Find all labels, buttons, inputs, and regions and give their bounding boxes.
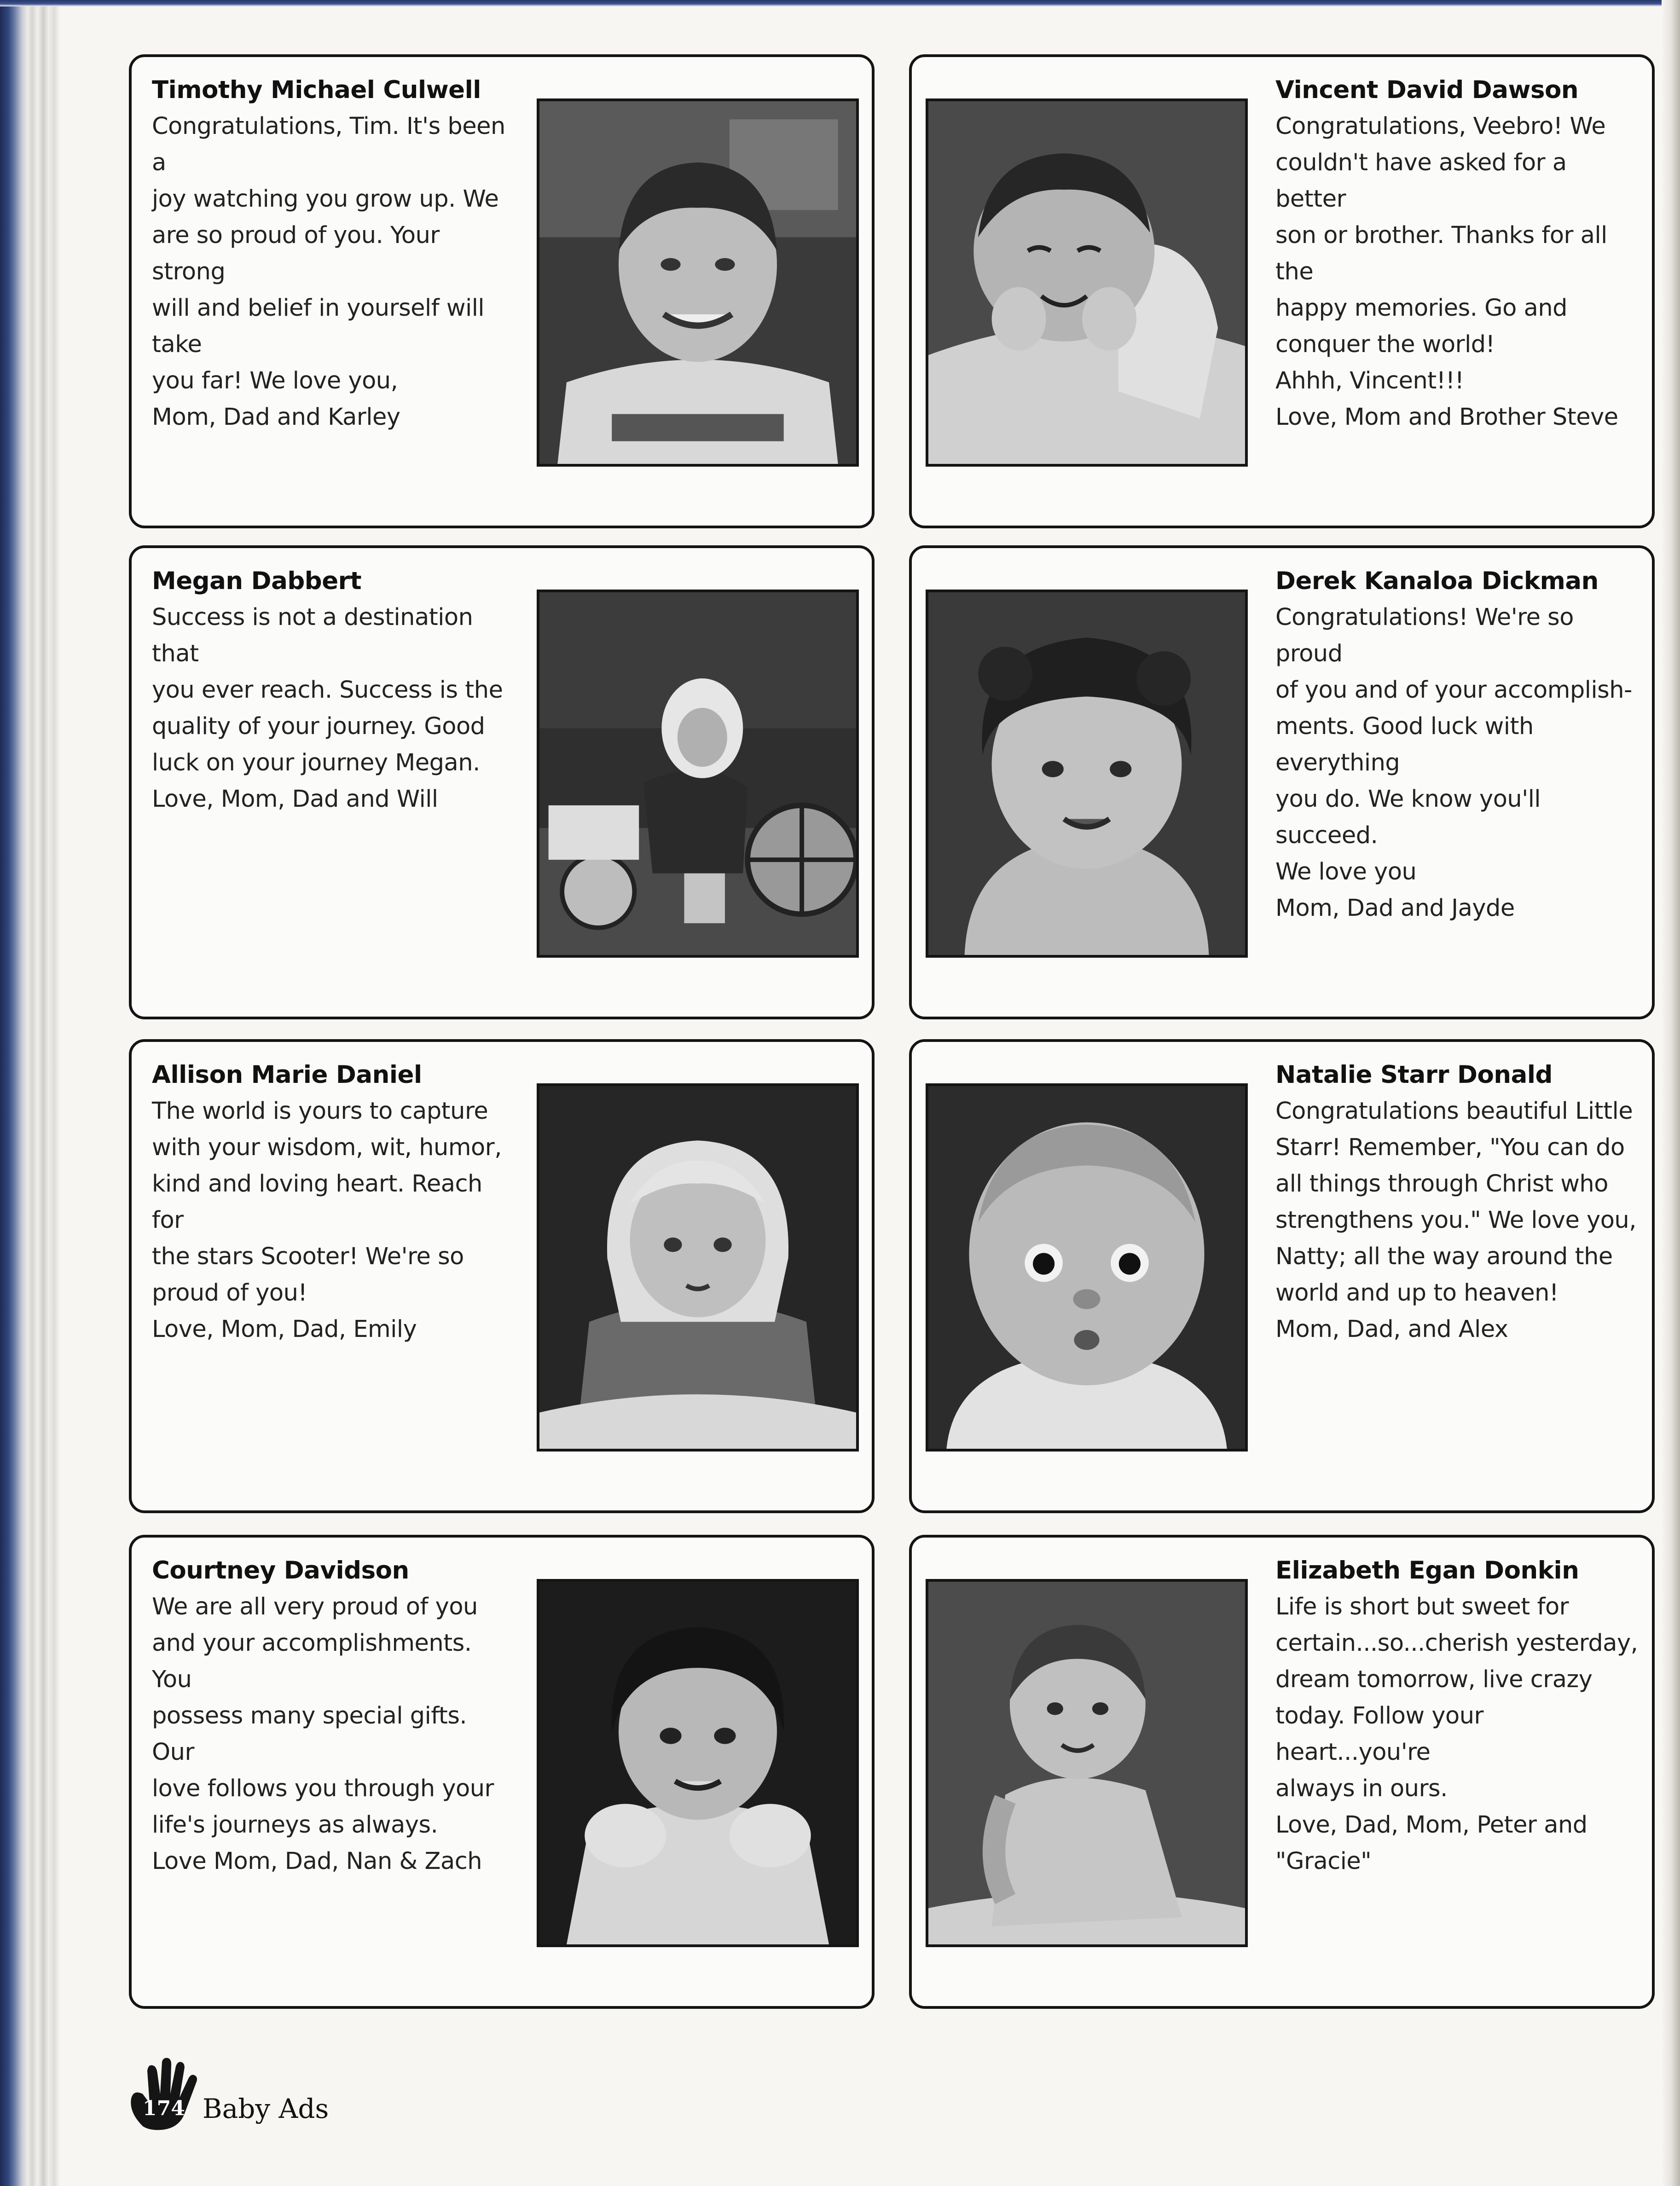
card-photo — [537, 1579, 859, 1947]
card-message: Congratulations, Tim. It's been a joy watching you grow up. We are so proud of you. Your strong will and belief in yourself will take you far! We love you, Mom, Dad and Karley — [152, 113, 505, 431]
baby-ad-card — [909, 545, 1655, 1019]
card-message: The world is yours to capture with your wisdom, wit, humor, kind and loving heart. Reach for the stars Scooter! We're so proud of you! Love, Mom, Dad, Emily — [152, 1098, 502, 1343]
card-text — [152, 1552, 506, 1879]
top-page-edge — [0, 0, 1680, 6]
baby-ad-card — [129, 54, 875, 528]
baby-ad-card — [909, 1039, 1655, 1513]
card-text — [152, 72, 506, 435]
card-text — [1275, 1552, 1644, 1879]
card-name: Timothy Michael Culwell — [152, 76, 481, 104]
card-name: Megan Dabbert — [152, 567, 362, 595]
baby-ad-card — [129, 545, 875, 1019]
baby-ad-card — [129, 1535, 875, 2009]
card-name: Allison Marie Daniel — [152, 1061, 422, 1089]
card-name: Elizabeth Egan Donkin — [1275, 1556, 1579, 1585]
card-text — [1275, 1057, 1644, 1347]
card-photo — [537, 1083, 859, 1452]
card-name: Natalie Starr Donald — [1275, 1061, 1553, 1089]
card-text — [1275, 563, 1644, 926]
card-text — [152, 563, 506, 817]
baby-ad-card — [909, 1535, 1655, 2009]
baby-ad-card — [129, 1039, 875, 1513]
card-photo — [926, 1579, 1248, 1947]
card-photo — [926, 590, 1248, 958]
card-message: We are all very proud of you and your accomplishments. You possess many special gifts. Our love follows you through your life's journeys as always. Love Mom, Dad, Nan & Zach — [152, 1593, 494, 1875]
card-photo — [926, 1083, 1248, 1452]
card-name: Vincent David Dawson — [1275, 76, 1579, 104]
book-binding-edge — [0, 0, 60, 2186]
page-footer — [124, 2057, 539, 2131]
card-photo — [537, 98, 859, 467]
card-name: Derek Kanaloa Dickman — [1275, 567, 1599, 595]
card-name: Courtney Davidson — [152, 1556, 409, 1585]
right-page-edge — [1662, 0, 1680, 2186]
baby-ad-card — [909, 54, 1655, 528]
card-text — [1275, 72, 1644, 435]
card-message: Success is not a destination that you ever reach. Success is the quality of your journey. Good luck on your journey Megan. Love, Mom, Dad and Will — [152, 604, 503, 813]
section-title: Baby Ads — [203, 2093, 329, 2124]
card-photo — [537, 590, 859, 958]
card-message: Congratulations! We're so proud of you and of your accomplish- ments. Good luck with everything you do. We know you'll succeed. We love you Mom, Dad and Jayde — [1275, 604, 1632, 922]
card-message: Congratulations beautiful Little Starr! Remember, "You can do all things through Christ who strengthens you." We love you, Natty; all the way around the world and up to heaven! Mom, Dad, and Alex — [1275, 1098, 1636, 1343]
card-text — [152, 1057, 506, 1347]
page-number: 174 — [143, 2097, 185, 2120]
card-message: Life is short but sweet for certain...so...cherish yesterday, dream tomorrow, live crazy today. Follow your heart...you're always in ours. Love, Dad, Mom, Peter and "Gracie" — [1275, 1593, 1638, 1875]
card-message: Congratulations, Veebro! We couldn't have asked for a better son or brother. Thanks for all the happy memories. Go and conquer the world! Ahhh, Vincent!!! Love, Mom and Brother Steve — [1275, 113, 1618, 431]
card-photo — [926, 98, 1248, 467]
